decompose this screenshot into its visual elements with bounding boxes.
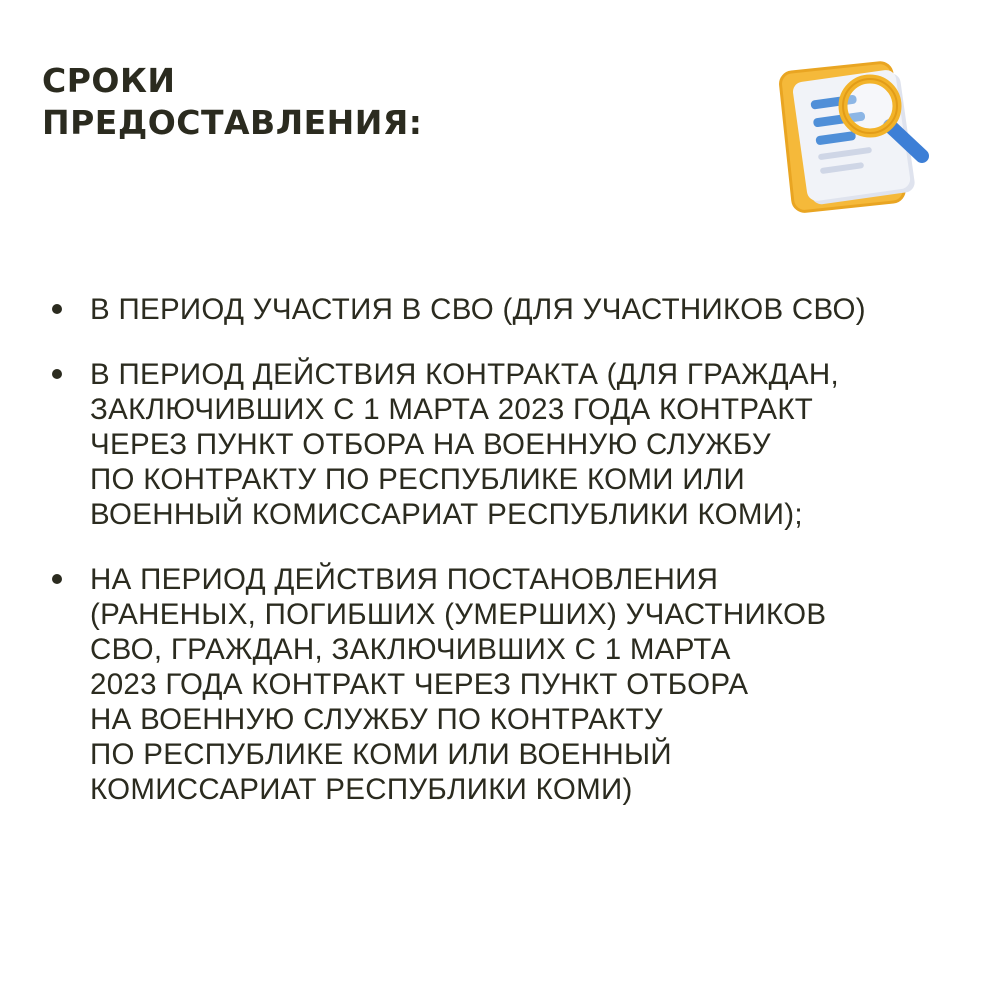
bullet-list [52,292,972,837]
bullet-dot [52,369,62,379]
bullet-text-line: ЧЕРЕЗ ПУНКТ ОТБОРА НА ВОЕННУЮ СЛУЖБУ [90,428,771,461]
bullet-text-line: ЗАКЛЮЧИВШИХ С 1 МАРТА 2023 ГОДА КОНТРАКТ [90,393,814,426]
document-magnifier-icon [772,48,942,213]
bullet-text-line: ВОЕННЫЙ КОМИССАРИАТ РЕСПУБЛИКИ КОМИ); [90,498,803,531]
list-item [52,562,972,807]
page-title-line-2: ПРЕДОСТАВЛЕНИЯ: [42,103,423,142]
bullet-text-line: СВО, ГРАЖДАН, ЗАКЛЮЧИВШИХ С 1 МАРТА [90,633,731,666]
bullet-text-line: В ПЕРИОД ДЕЙСТВИЯ КОНТРАКТА (ДЛЯ ГРАЖДАН, [90,358,839,391]
bullet-text-line: В ПЕРИОД УЧАСТИЯ В СВО (ДЛЯ УЧАСТНИКОВ СВО) [90,293,866,326]
bullet-dot [52,304,62,314]
bullet-text-line: НА ПЕРИОД ДЕЙСТВИЯ ПОСТАНОВЛЕНИЯ [90,563,719,596]
bullet-text-line: КОМИССАРИАТ РЕСПУБЛИКИ КОМИ) [90,773,633,806]
bullet-dot [52,574,62,584]
list-item [52,357,972,532]
bullet-text-line: (РАНЕНЫХ, ПОГИБШИХ (УМЕРШИХ) УЧАСТНИКОВ [90,598,827,631]
bullet-text-line: 2023 ГОДА КОНТРАКТ ЧЕРЕЗ ПУНКТ ОТБОРА [90,668,749,701]
list-item [52,292,972,327]
bullet-text-line: ПО РЕСПУБЛИКЕ КОМИ ИЛИ ВОЕННЫЙ [90,738,672,771]
bullet-text-line: НА ВОЕННУЮ СЛУЖБУ ПО КОНТРАКТУ [90,703,663,736]
page-title [42,60,423,144]
bullet-text-line: ПО КОНТРАКТУ ПО РЕСПУБЛИКЕ КОМИ ИЛИ [90,463,745,496]
page-title-line-1: СРОКИ [42,61,176,100]
